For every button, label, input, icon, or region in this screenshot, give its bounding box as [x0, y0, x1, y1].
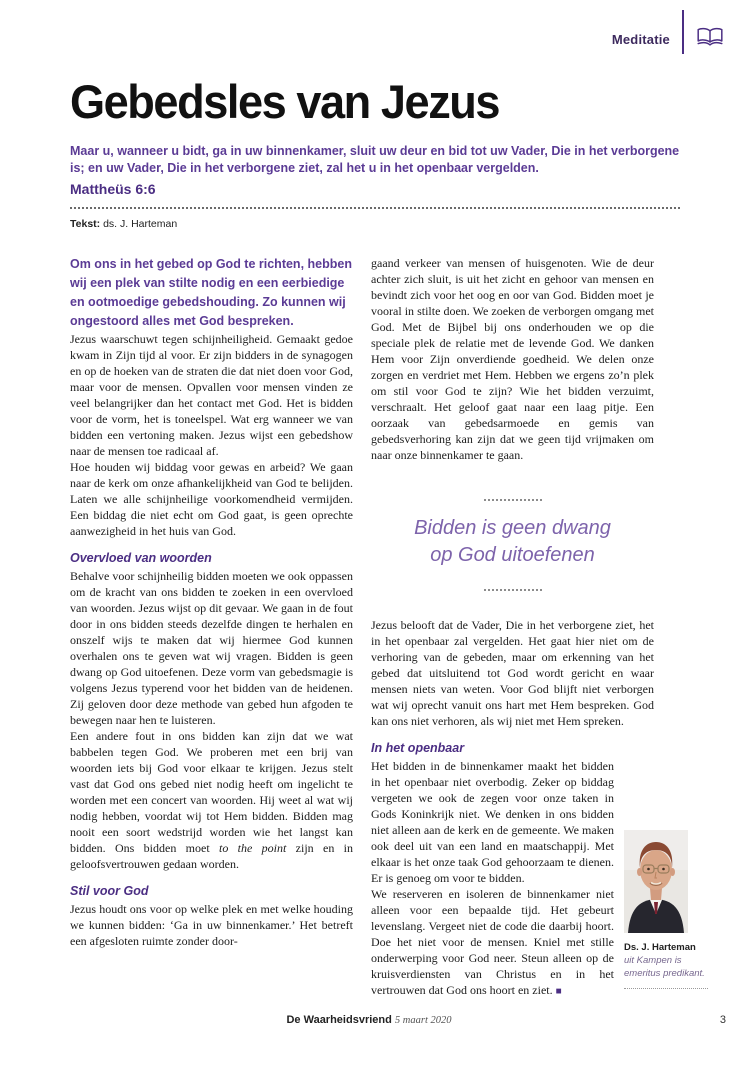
italic-phrase: to the point — [219, 841, 287, 855]
verse-text: Maar u, wanneer u bidt, ga in uw binnenkamer, sluit uw deur en bid tot uw Vader, Die in het verborgene is; en uw Vader, Die in het verborgene ziet, zal het u in het openbaar vergelden. — [70, 144, 680, 175]
publication-name: De Waarheidsvriend — [286, 1014, 392, 1026]
dotted-separator — [70, 207, 680, 209]
intro-paragraph: Om ons in het gebed op God te richten, hebben wij een plek van stilte nodig en een eerbiedige en ootmoedige gebedshouding. Zo kunnen wij ongestoord alles met God bespreken. — [70, 257, 352, 328]
paragraph: Behalve voor schijnheilig bidden moeten we ook oppassen om de kracht van ons bidden te zoeken in een overvloed van woorden. Jezus wijst op dit gevaar. We gaan in de fout door in ons bidden steeds dezelfde dingen te herhalen en onszelf wijs te maken dat wij hiermee God kunnen overhalen ons te geven wat wij vragen. Bidden is geen dwang op God uitoefenen. Deze vorm van gebedsmagie is volgens Jezus typerend voor het bidden van de heidenen. Zij geloven door deze methode van gebed hun afgoden te bewegen naar hen te luisteren. — [70, 569, 353, 727]
author-photo-card — [624, 830, 716, 989]
paragraph: Jezus belooft dat de Vader, Die in het verborgene ziet, het in het openbaar zal vergelden. Het gaat hier niet om de verhoring van de gebeden, maar om erkenning van het gebed dat uitsluitend tot God wordt gericht en waar mensen niets van weten. Voor God blijft niet verborgen wat wij oprecht vanuit ons hart met Hem bespreken. God kan ons niet verhoren, als wij niet met Hem spreken. — [371, 618, 654, 728]
page-number: 3 — [719, 1014, 726, 1026]
subheading: Overvloed van woorden — [70, 551, 212, 565]
paragraph: We reserveren en isoleren de binnenkamer niet alleen voor een bepaalde tijd. Het gebeurt levenslang. Vergeet niet de code die daarbij hoort. Doe het niet voor de mensen. Kniel met stille onderwerping voor God neer. Steun alleen op de kruisverdiensten van Christus en in het vertrouwen dat God ons hoort en ziet. ■ — [371, 887, 614, 997]
photo-caption-name: Ds. J. Harteman — [624, 942, 696, 953]
verse-reference: Mattheüs 6:6 — [70, 181, 156, 197]
header-divider — [682, 10, 684, 54]
paragraph: Het bidden in de binnenkamer maakt het bidden in het openbaar niet overbodig. Zeker op biddag vergeten we ook de zegen voor onze taken in Gods Koninkrijk niet. We denken in ons bidden niet alleen aan de kerk en de gemeente. We maken ook deel uit van een land en maatschappij. Met elkaar is het onze taak God gehoorzaam te dienen. Er is genoeg om voor te bidden. — [371, 759, 614, 885]
section-label: Meditatie — [611, 31, 670, 47]
byline-author: ds. J. Harteman — [100, 218, 178, 230]
byline-label: Tekst: — [70, 218, 101, 230]
paragraph: Jezus waarschuwt tegen schijnheiligheid. Gemaakt gedoe kwam in Zijn tijd al voor. Er zijn bidders in de synagogen en op de hoeken van de straten die dat niet doen voor God, maar voor de mensen. Opvallen voor mensen vinden ze veel belangrijker dan het contact met God. Het is bidden voor de vorm, het is toneelspel. Wat erg wanneer we van bidden een vertoning maken. Jezus wijst een gebedshow naar de mensen toe radicaal af. — [70, 332, 353, 458]
page-header — [612, 10, 724, 54]
subheading: Stil voor God — [70, 884, 149, 898]
left-column — [70, 255, 353, 1000]
subheading: In het openbaar — [371, 741, 465, 755]
title-block — [70, 75, 680, 230]
page-footer — [0, 1014, 738, 1034]
pull-quote-line: Bidden is geen dwang — [414, 517, 611, 539]
dotted-separator — [484, 587, 542, 591]
paragraph: Hoe houden wij biddag voor gewas en arbeid? We gaan naar de kerk om onze afhankelijkheid van God te belijden. Laten we alle schijnheilige voorkomendheid vermijden. Een biddag die niet echt om God gaat, is geen oprechte aanwezigheid in het huis van God. — [70, 460, 353, 538]
article-body — [70, 255, 705, 1000]
paragraph: Een andere fout in ons bidden kan zijn dat we wat babbelen tegen God. We proberen met een brij van woorden iets bij God voor elkaar te krijgen. Jezus stelt vast dat God ons gebed niet nodig heeft om ingelicht te worden met een concert van woorden. Hij weet al wat wij nodig hebben, voordat wij tot Hem bidden. Bidden mag nooit een soort wedstrijd worden wie het langst kan bidden. Ons bidden moet to the point zijn en in geloofsvertrouwen gedaan worden. — [70, 729, 354, 871]
right-column — [371, 255, 705, 1000]
paragraph: Jezus houdt ons voor op welke plek en met welke houding we kunnen bidden: ‘Ga in uw binnenkamer.’ Het betreft een afgesloten ruimte zonder door- — [70, 902, 353, 948]
author-photo — [624, 830, 688, 933]
photo-caption-role: uit Kampen is emeritus predikant. — [624, 955, 705, 979]
paragraph: gaand verkeer van mensen of huisgenoten. Wie de deur achter zich sluit, is uit het zicht en gehoor van mensen en bevindt zich voor het oog en oor van God. Bidden moet je vooral in stilte doen. We zoeken de verborgen omgang met God. Met de Bijbel bij ons onderhouden we op die speciale plek de relatie met de levende God. We danken Hem voor Zijn onverdiende goedheid. We delen onze zorgen en verdriet met Hem. Hebben we ergens zo’n plek om stil voor God te zijn? Wie het bidden verzuimt, verschraalt. Het geloof gaat naar een laag pitje. Een oorzaak van gebedsarmoede en gemis van gebedsverhoring kan zijn dat we geen tijd vrijmaken om naar onze binnenkamer te gaan. — [371, 256, 654, 462]
pull-quote — [371, 489, 654, 595]
dotted-separator — [624, 988, 708, 989]
dotted-separator — [484, 497, 542, 501]
article-title: Gebedsles van Jezus — [70, 75, 500, 128]
pull-quote-line: op God uitoefenen — [430, 544, 595, 566]
open-book-icon — [696, 26, 724, 53]
byline — [70, 218, 680, 230]
issue-date: 5 maart 2020 — [394, 1015, 452, 1026]
article-end-mark: ■ — [555, 986, 562, 997]
